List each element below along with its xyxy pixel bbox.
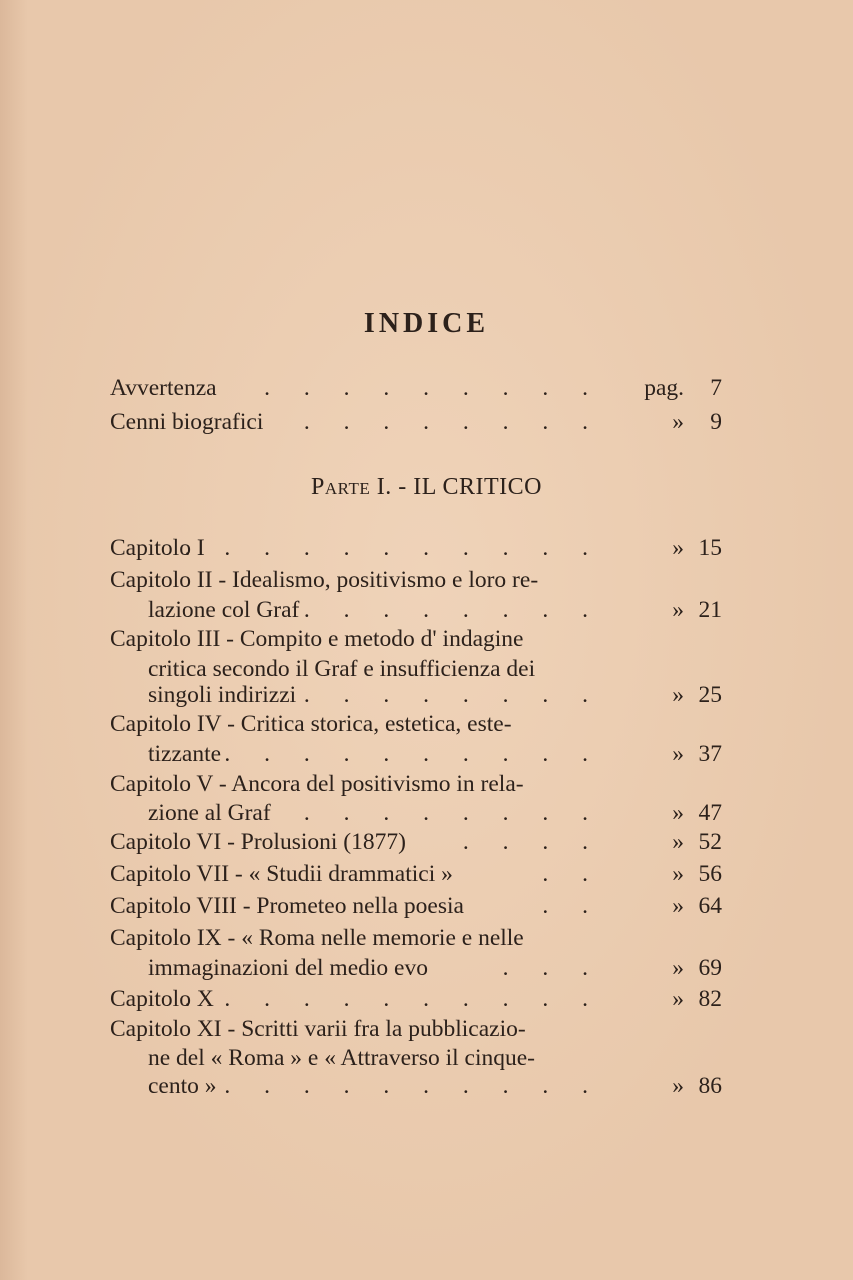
toc-entry-line — [110, 858, 722, 890]
entry-title: Capitolo IX - « Roma nelle memorie e nelle — [110, 925, 524, 951]
toc-entry-line — [148, 952, 722, 984]
entry-title: Capitolo V - Ancora del positivismo in rela- — [110, 771, 524, 797]
page-number: 64 — [698, 893, 722, 919]
entry-title: tizzante — [148, 741, 222, 767]
page-prefix: » — [672, 893, 684, 919]
toc-entry-line — [110, 708, 722, 740]
page-prefix: » — [672, 597, 684, 623]
entry-title: Capitolo II - Idealismo, positivismo e loro re- — [110, 567, 539, 593]
leader-dots: . . . . . . . . . . . — [184, 986, 602, 1012]
entry-title: Capitolo X — [110, 986, 214, 1012]
entry-title: Capitolo VII - « Studii drammatici » — [110, 861, 453, 887]
page-prefix: » — [672, 861, 684, 887]
toc-entry-line — [110, 826, 722, 858]
page-title: INDICE — [363, 308, 490, 339]
page-number: 69 — [698, 955, 722, 981]
entry-title: singoli indirizzi — [148, 682, 297, 708]
page-number: 86 — [698, 1073, 722, 1099]
entry-title: Capitolo VI - Prolusioni (1877) — [110, 829, 406, 855]
page-prefix: » — [672, 682, 684, 708]
leader-dots: . . . . — [462, 829, 602, 855]
entry-title: Capitolo I — [110, 535, 205, 561]
leader-dots: . . . . . . . . — [303, 682, 602, 708]
leader-dots: . . . . . . . . . . . — [184, 535, 602, 561]
page-number: 7 — [710, 375, 722, 401]
toc-entry-line — [110, 768, 722, 800]
toc-entry-line — [110, 1013, 722, 1045]
toc-entry-line — [148, 738, 722, 770]
entry-title: Avvertenza — [110, 375, 217, 401]
page-prefix: » — [672, 409, 684, 435]
page-number: 9 — [710, 409, 722, 435]
toc-entry-line — [110, 983, 722, 1015]
page-prefix: » — [672, 741, 684, 767]
entry-title: Capitolo VIII - Prometeo nella poesia — [110, 893, 464, 919]
section-heading — [0, 474, 853, 501]
page-prefix: » — [672, 986, 684, 1012]
page-number: 37 — [698, 741, 722, 767]
page-number: 52 — [698, 829, 722, 855]
entry-title: Capitolo XI - Scritti varii fra la pubblicazio- — [110, 1016, 526, 1042]
leader-dots: . . . . . . . . . . — [224, 1073, 602, 1099]
page-number: 15 — [698, 535, 722, 561]
page-prefix: » — [672, 829, 684, 855]
entry-title: critica secondo il Graf e insufficienza dei — [148, 656, 536, 682]
toc-entry-line — [148, 797, 722, 829]
page-prefix: » — [672, 955, 684, 981]
toc-entry-cenni — [110, 406, 722, 438]
entry-title: lazione col Graf — [148, 597, 300, 623]
leader-dots: . . . . . . . . . . — [224, 741, 602, 767]
entry-title: immaginazioni del medio evo — [148, 955, 428, 981]
toc-entry-line — [110, 890, 722, 922]
leader-dots: . . . . . . . . . — [264, 375, 602, 401]
toc-entry-line — [110, 564, 722, 596]
page-prefix: pag. — [644, 375, 684, 401]
section-parte: Parte — [311, 474, 371, 500]
leader-dots: . . — [542, 893, 602, 919]
page-prefix: » — [672, 800, 684, 826]
toc-entry-line — [148, 594, 722, 626]
toc-entry-avvertenza — [110, 372, 722, 404]
page-number: 21 — [698, 597, 722, 623]
toc-entry-line — [148, 679, 722, 711]
toc-entry-line — [110, 532, 722, 564]
entry-title: Capitolo III - Compito e metodo d' indagine — [110, 626, 524, 652]
leader-dots: . . — [542, 861, 602, 887]
page-number: 25 — [698, 682, 722, 708]
leader-dots: . . . . . . . . — [303, 800, 602, 826]
page-number: 47 — [698, 800, 722, 826]
toc-entry-line — [148, 1070, 722, 1102]
entry-title: ne del « Roma » e « Attraverso il cinque- — [148, 1045, 535, 1071]
page-number: 56 — [698, 861, 722, 887]
page-prefix: » — [672, 1073, 684, 1099]
leader-dots: . . . — [502, 955, 602, 981]
entry-title: cento » — [148, 1073, 217, 1099]
toc-entry-line — [110, 623, 722, 655]
entry-title: Capitolo IV - Critica storica, estetica, este- — [110, 711, 512, 737]
toc-entry-line — [110, 922, 722, 954]
page-prefix: » — [672, 535, 684, 561]
entry-title: zione al Graf — [148, 800, 271, 826]
leader-dots: . . . . . . . . — [303, 597, 602, 623]
page-number: 82 — [698, 986, 722, 1012]
leader-dots: . . . . . . . . — [303, 409, 602, 435]
entry-title: Cenni biografici — [110, 409, 264, 435]
section-title: I. - IL CRITICO — [370, 474, 542, 500]
